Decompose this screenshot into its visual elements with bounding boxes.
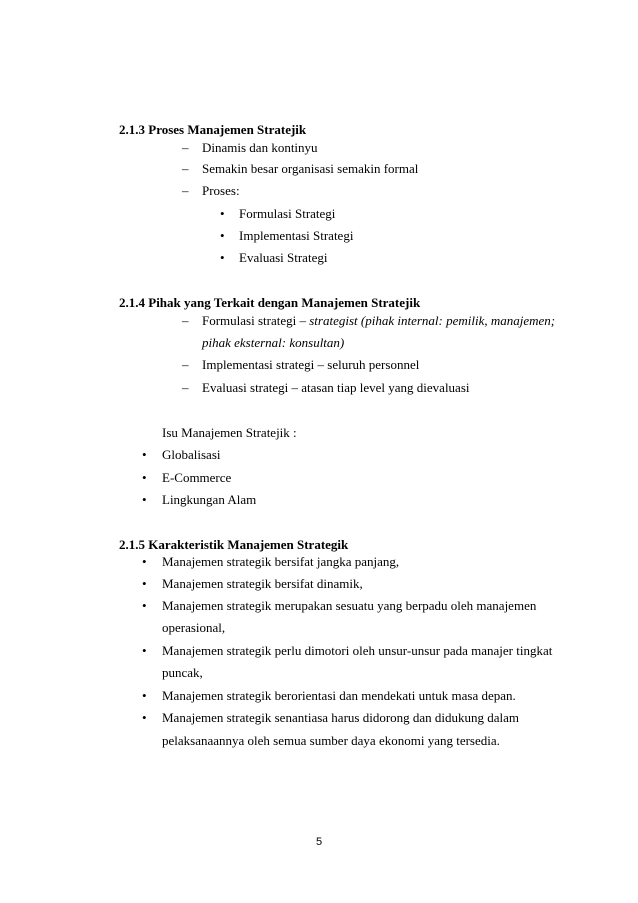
- bullet-item-continuation: puncak,: [162, 665, 203, 680]
- section-heading-2-1-3: 2.1.3 Proses Manajemen Stratejik: [119, 122, 307, 137]
- section-heading-2-1-5: 2.1.5 Karakteristik Manajemen Strategik: [119, 537, 349, 552]
- bullet-marker: •: [142, 576, 147, 591]
- bullet-marker: •: [142, 643, 147, 658]
- bullet-item: Manajemen strategik berorientasi dan mendekati untuk masa depan.: [162, 688, 516, 703]
- bullet-item: E-Commerce: [162, 470, 232, 485]
- bullet-item: Manajemen strategik perlu dimotori oleh unsur-unsur pada manajer tingkat: [162, 643, 553, 658]
- dash-item: Dinamis dan kontinyu: [202, 140, 318, 155]
- sub-bullet-item: Implementasi Strategi: [239, 228, 354, 243]
- dash-marker: –: [182, 380, 189, 395]
- bullet-item-continuation: pelaksanaannya oleh semua sumber daya ekonomi yang tersedia.: [162, 733, 500, 748]
- dash-marker: –: [182, 183, 189, 198]
- bullet-item: Globalisasi: [162, 447, 221, 462]
- dash-item: Implementasi strategi – seluruh personnel: [202, 357, 420, 372]
- dash-marker: –: [182, 161, 189, 176]
- bullet-item: Manajemen strategik bersifat jangka panjang,: [162, 554, 400, 569]
- dash-item-continuation: pihak eksternal: konsultan): [202, 335, 345, 350]
- bullet-marker: •: [142, 688, 147, 703]
- section-heading-2-1-4: 2.1.4 Pihak yang Terkait dengan Manajemen Stratejik: [119, 295, 421, 310]
- bullet-marker: •: [142, 554, 147, 569]
- bullet-item: Manajemen strategik merupakan sesuatu yang berpadu oleh manajemen: [162, 598, 537, 613]
- dash-marker: –: [182, 357, 189, 372]
- dash-item-text: Formulasi strategi –: [202, 313, 310, 328]
- bullet-marker: •: [220, 250, 225, 265]
- dash-item-italic: strategist (pihak internal: pemilik, manajemen;: [309, 313, 556, 328]
- dash-item-formulasi: [202, 313, 555, 329]
- dash-marker: –: [182, 140, 189, 155]
- dash-item: Evaluasi strategi – atasan tiap level yang dievaluasi: [202, 380, 470, 395]
- bullet-marker: •: [142, 470, 147, 485]
- dash-marker: –: [182, 313, 189, 328]
- bullet-item-continuation: operasional,: [162, 620, 226, 635]
- sub-bullet-item: Formulasi Strategi: [239, 206, 336, 221]
- bullet-item: Manajemen strategik bersifat dinamik,: [162, 576, 363, 591]
- bullet-marker: •: [142, 598, 147, 613]
- dash-item: Semakin besar organisasi semakin formal: [202, 161, 419, 176]
- isu-intro: Isu Manajemen Stratejik :: [162, 425, 297, 440]
- sub-bullet-item: Evaluasi Strategi: [239, 250, 328, 265]
- bullet-marker: •: [220, 228, 225, 243]
- bullet-marker: •: [142, 492, 147, 507]
- bullet-marker: •: [142, 447, 147, 462]
- bullet-marker: •: [142, 710, 147, 725]
- page-number: 5: [315, 836, 323, 848]
- bullet-item: Lingkungan Alam: [162, 492, 257, 507]
- dash-item: Proses:: [202, 183, 240, 198]
- bullet-item: Manajemen strategik senantiasa harus didorong dan didukung dalam: [162, 710, 520, 725]
- bullet-marker: •: [220, 206, 225, 221]
